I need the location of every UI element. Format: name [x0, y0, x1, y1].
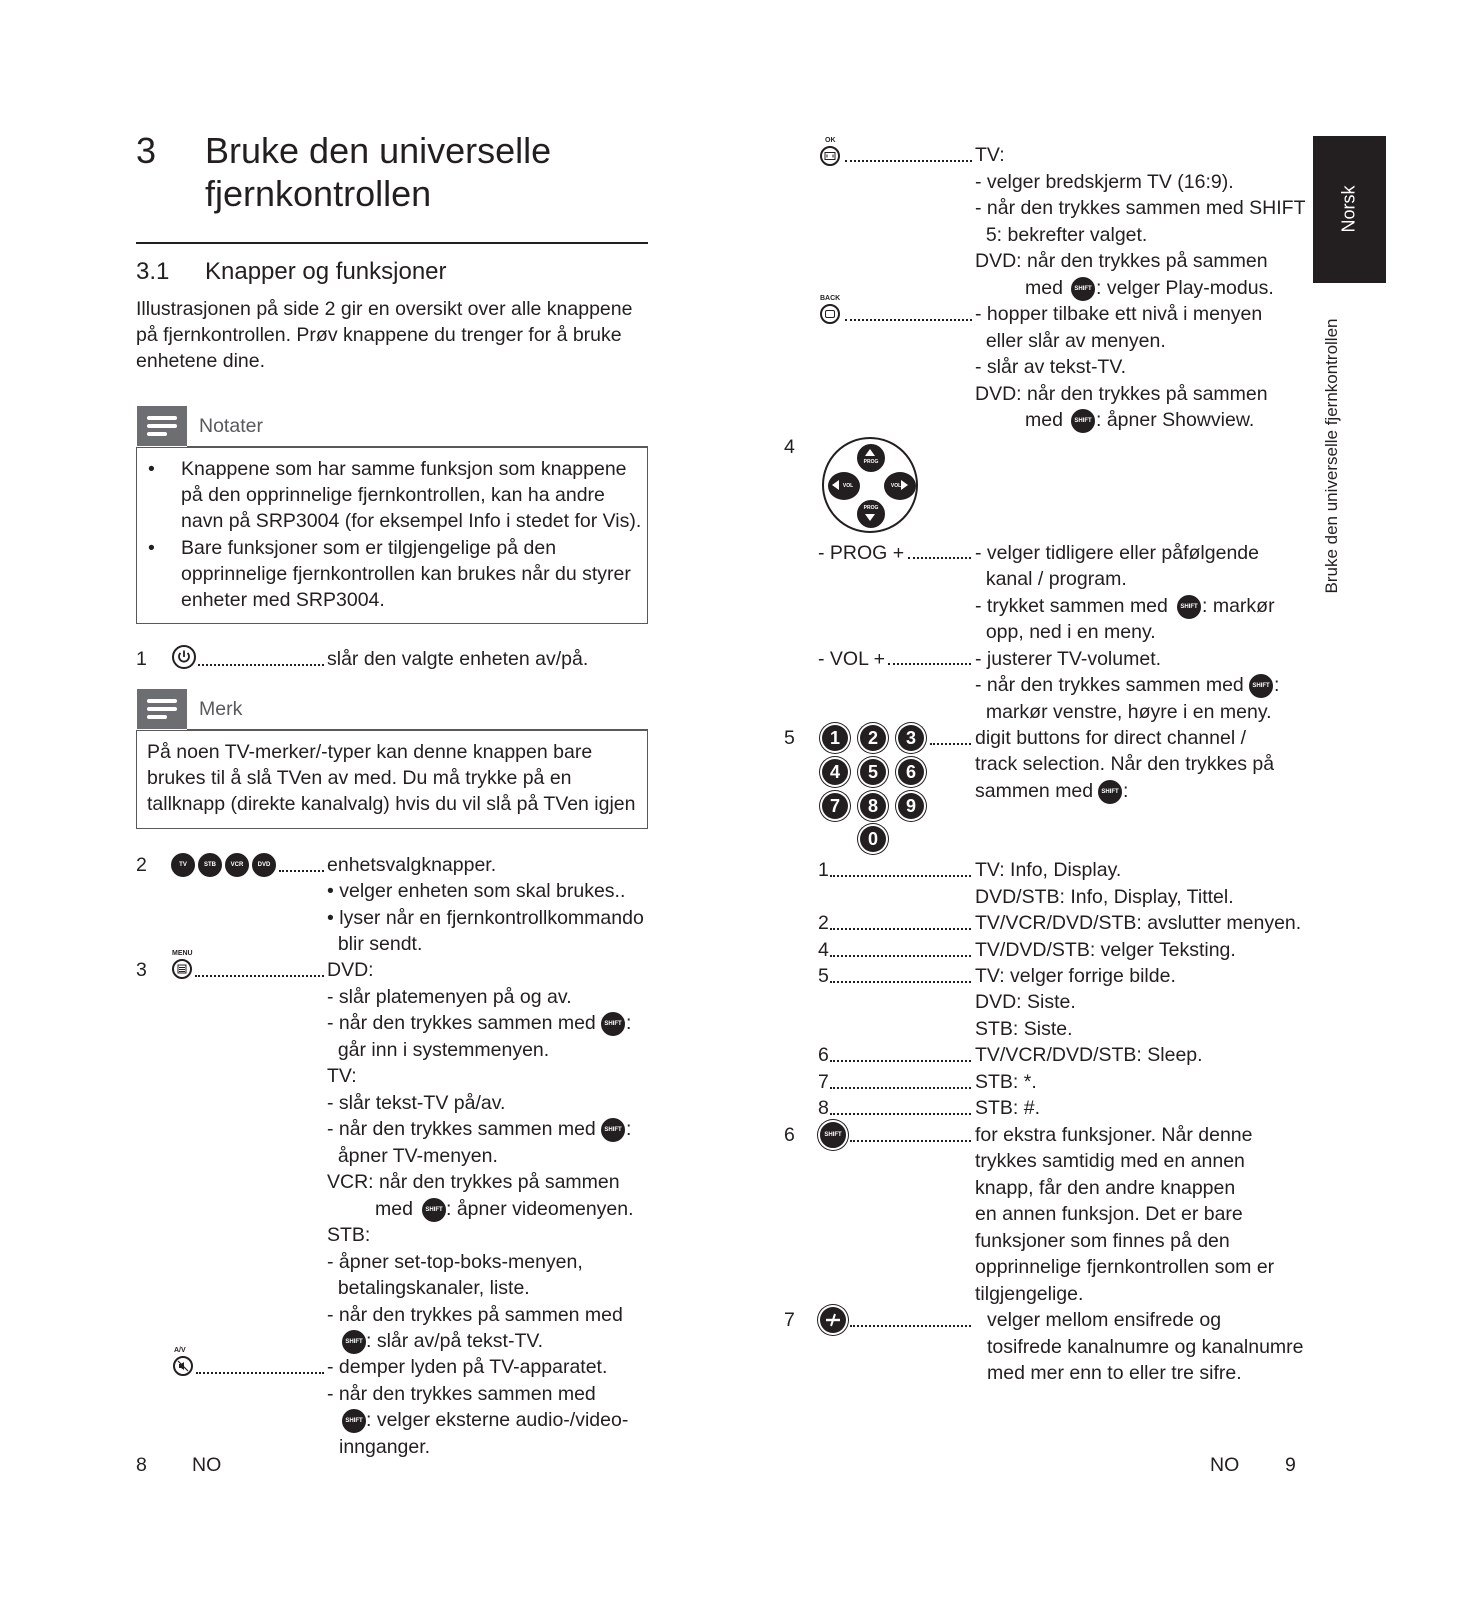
note-line: navn på SRP3004 (for eksempel Info i stedet for Vis). [181, 510, 642, 532]
item-text: - når den trykkes sammen med SHIFT [975, 197, 1306, 219]
prog-up-icon: PROG [857, 444, 885, 472]
note-line: opprinnelige fjernkontrollen kan brukes når du styrer [181, 563, 631, 585]
leader-dots [830, 1113, 971, 1115]
item-text: • velger enheten som skal brukes.. [327, 880, 626, 902]
shift-button-icon: SHIFT [342, 1409, 366, 1433]
item-text: - hopper tilbake ett nivå i menyen [975, 303, 1263, 325]
leader-dots [888, 663, 971, 665]
note-title: Merk [199, 698, 243, 720]
leader-dots [850, 1325, 971, 1327]
item-text: • lyser når en fjernkontrollkommando [327, 907, 644, 929]
note-line: på den opprinnelige fjernkontrollen, kan ha andre [181, 484, 605, 506]
page-number: 9 [1285, 1454, 1296, 1476]
item-text: - når den trykkes sammen med [327, 1118, 596, 1140]
vol-up-icon: VOL [884, 472, 916, 500]
shift-button-icon: SHIFT [342, 1330, 366, 1354]
note-line: tallknapp (direkte kanalvalg) hvis du vil slå på TVen igjen [147, 793, 636, 815]
back-icon [820, 304, 840, 324]
note-title: Notater [199, 415, 263, 437]
item-text: - velger tidligere eller påfølgende [975, 542, 1259, 564]
colon: : [1123, 780, 1129, 802]
item-text: - åpner set-top-boks-menyen, [327, 1251, 583, 1273]
note-line: Bare funksjoner som er tilgjengelige på den [181, 537, 557, 559]
item-text: digit buttons for direct channel / [975, 727, 1246, 749]
digit-7-button-icon: 7 [822, 793, 848, 819]
item-text: trykkes samtidig med en annen [975, 1150, 1245, 1172]
leader-dots [830, 928, 971, 930]
item-number: 7 [784, 1309, 795, 1331]
vol-down-icon: VOL [828, 472, 860, 500]
item-text: innganger. [339, 1436, 431, 1458]
item-text: : velger eksterne audio-/video- [366, 1409, 629, 1431]
language-tab-label: Norsk [1338, 185, 1359, 233]
item-text: STB: *. [975, 1071, 1037, 1093]
item-text: STB: Siste. [975, 1018, 1073, 1040]
shift-key: 7 [818, 1071, 829, 1093]
leader-dots [930, 743, 971, 745]
page-number: 8 [136, 1454, 147, 1476]
leader-dots [198, 664, 324, 666]
bullet: • [148, 458, 155, 480]
item-text: - når den trykkes sammen med [975, 674, 1244, 696]
shift-button-icon: SHIFT [1177, 595, 1201, 619]
item-text: - når den trykkes sammen med [327, 1383, 596, 1405]
shift-key: 6 [818, 1044, 829, 1066]
item-text: kanal / program. [975, 568, 1127, 590]
item-text: STB: [327, 1224, 371, 1246]
leader-dots [850, 1140, 971, 1142]
note-line: Knappene som har samme funksjon som knappene [181, 458, 627, 480]
item-text: DVD: når den trykkes på sammen [975, 250, 1268, 272]
item-text: 5: bekrefter valget. [975, 224, 1148, 246]
item-text: med [375, 1198, 413, 1220]
leader-dots [830, 981, 971, 983]
page-language: NO [192, 1454, 222, 1476]
colon: : [626, 1012, 632, 1034]
prog-label: - PROG + [818, 542, 905, 564]
digit-8-button-icon: 8 [860, 793, 886, 819]
item-text: opp, ned i en meny. [975, 621, 1156, 643]
item-text: velger mellom ensifrede og [987, 1309, 1222, 1331]
item-text: DVD/STB: Info, Display, Tittel. [975, 886, 1234, 908]
digit-4-button-icon: 4 [822, 759, 848, 785]
note-icon [137, 689, 187, 729]
item-text: - demper lyden på TV-apparatet. [327, 1356, 608, 1378]
back-label: BACK [820, 295, 841, 302]
item-number: 6 [784, 1124, 795, 1146]
digit-2-button-icon: 2 [860, 725, 886, 751]
item-text: DVD: Siste. [975, 991, 1076, 1013]
shift-key: 4 [818, 939, 829, 961]
item-text: TV: [327, 1065, 357, 1087]
mute-icon [173, 1356, 193, 1376]
item-text: - trykket sammen med [975, 595, 1168, 617]
item-text: - når den trykkes sammen med [327, 1012, 596, 1034]
item-text: tosifrede kanalnumre og kanalnumre [987, 1336, 1304, 1358]
item-number: 1 [136, 648, 147, 670]
vcr-button-icon: VCR [225, 853, 249, 877]
intro-line: Illustrasjonen på side 2 gir en oversikt over alle knappene [136, 298, 633, 320]
item-text: knapp, får den andre knappen [975, 1177, 1236, 1199]
section-number: 3.1 [136, 258, 170, 285]
note-line: På noen TV-merker/-typer kan denne knappen bare [147, 741, 593, 763]
item-text: STB: #. [975, 1097, 1041, 1119]
dpad-icon [822, 437, 918, 533]
leader-dots [195, 975, 324, 977]
item-text: TV/VCR/DVD/STB: avslutter menyen. [975, 912, 1302, 934]
colon: : [1274, 674, 1280, 696]
item-text: DVD: [327, 959, 374, 981]
shift-button-icon: SHIFT [1071, 409, 1095, 433]
chapter-title-line2: fjernkontrollen [205, 173, 432, 214]
leader-dots [830, 875, 971, 877]
shift-button-icon: SHIFT [422, 1198, 446, 1222]
item-text: : åpner videomenyen. [446, 1198, 634, 1220]
chapter-number: 3 [136, 130, 157, 171]
shift-key: 8 [818, 1097, 829, 1119]
item-text: : slår av/på tekst-TV. [366, 1330, 544, 1352]
item-text: TV/VCR/DVD/STB: Sleep. [975, 1044, 1203, 1066]
av-label: A/V [174, 1347, 186, 1354]
item-text: - slår av tekst-TV. [975, 356, 1126, 378]
digit-6-button-icon: 6 [898, 759, 924, 785]
leader-dots [830, 1087, 971, 1089]
item-text: for ekstra funksjoner. Når denne [975, 1124, 1253, 1146]
item-text: enhetsvalgknapper. [327, 854, 497, 876]
item-text: med [1025, 409, 1063, 431]
item-text: går inn i systemmenyen. [327, 1039, 550, 1061]
item-text: track selection. Når den trykkes på [975, 753, 1275, 775]
leader-dots [279, 870, 324, 872]
menu-icon [172, 959, 192, 979]
item-text: - slår tekst-TV på/av. [327, 1092, 506, 1114]
shift-button-icon: SHIFT [601, 1012, 625, 1036]
item-text: TV: [975, 144, 1005, 166]
intro-line: på fjernkontrollen. Prøv knappene du trenger for å bruke [136, 324, 622, 346]
item-text: med [1025, 277, 1063, 299]
tv-button-icon: TV [171, 853, 195, 877]
shift-button-icon: SHIFT [1098, 780, 1122, 804]
item-text: TV: Info, Display. [975, 859, 1122, 881]
digit-0-button-icon: 0 [860, 826, 886, 852]
digit-entry-icon [820, 1307, 846, 1333]
digit-9-button-icon: 9 [898, 793, 924, 819]
note-icon [137, 406, 187, 446]
stb-button-icon: STB [198, 853, 222, 877]
item-text: funksjoner som finnes på den [975, 1230, 1230, 1252]
note-line: enheter med SRP3004. [181, 589, 385, 611]
item-text: åpner TV-menyen. [327, 1145, 498, 1167]
leader-dots [845, 319, 972, 321]
item-text: VCR: når den trykkes på sammen [327, 1171, 620, 1193]
item-text: : markør [1202, 595, 1275, 617]
bullet: • [148, 537, 155, 559]
chapter-rule [136, 242, 648, 244]
leader-dots [830, 955, 971, 957]
format-icon [820, 146, 840, 166]
shift-key: 5 [818, 965, 829, 987]
shift-key: 1 [818, 859, 829, 881]
shift-button-icon: SHIFT [1071, 277, 1095, 301]
digit-1-button-icon: 1 [822, 725, 848, 751]
item-text: opprinnelige fjernkontrollen som er [975, 1256, 1275, 1278]
item-text: - slår platemenyen på og av. [327, 986, 572, 1008]
item-text: TV: velger forrige bilde. [975, 965, 1176, 987]
leader-dots [196, 1372, 324, 1374]
prog-down-icon: PROG [857, 500, 885, 528]
leader-dots [845, 160, 972, 162]
item-text: : velger Play-modus. [1096, 277, 1274, 299]
item-text: tilgjengelige. [975, 1283, 1084, 1305]
item-text: en annen funksjon. Det er bare [975, 1203, 1243, 1225]
shift-key: 2 [818, 912, 829, 934]
note-line: brukes til å slå TVen av med. Du må trykke på en [147, 767, 572, 789]
item-number: 4 [784, 436, 795, 458]
ok-label: OK [825, 137, 836, 144]
item-number: 5 [784, 727, 795, 749]
item-text: betalingskanaler, liste. [327, 1277, 530, 1299]
page-language: NO [1210, 1454, 1240, 1476]
menu-label: MENU [172, 950, 193, 957]
section-title: Knapper og funksjoner [205, 258, 447, 285]
colon: : [626, 1118, 632, 1140]
power-icon [172, 645, 196, 669]
item-text: TV/DVD/STB: velger Teksting. [975, 939, 1236, 961]
item-text: - velger bredskjerm TV (16:9). [975, 171, 1234, 193]
item-text: eller slår av menyen. [975, 330, 1166, 352]
digit-3-button-icon: 3 [898, 725, 924, 751]
item-text: blir sendt. [327, 933, 423, 955]
chapter-title-line1: Bruke den universelle [205, 130, 552, 171]
item-text: - justerer TV-volumet. [975, 648, 1162, 670]
dvd-button-icon: DVD [252, 853, 276, 877]
leader-dots [908, 557, 971, 559]
intro-line: enhetene dine. [136, 350, 266, 372]
shift-button-icon: SHIFT [601, 1118, 625, 1142]
shift-button-icon: SHIFT [820, 1122, 846, 1148]
leader-dots [830, 1060, 971, 1062]
item-text: : åpner Showview. [1096, 409, 1255, 431]
shift-button-icon: SHIFT [1249, 674, 1273, 698]
item-number: 3 [136, 959, 147, 981]
item-text: med mer enn to eller tre sifre. [987, 1362, 1242, 1384]
item-text: - når den trykkes på sammen med [327, 1304, 623, 1326]
item-text: markør venstre, høyre i en meny. [975, 701, 1272, 723]
item-number: 2 [136, 854, 147, 876]
digit-5-button-icon: 5 [860, 759, 886, 785]
item-text: slår den valgte enheten av/på. [327, 648, 589, 670]
vol-label: - VOL + [818, 648, 886, 670]
running-header: Bruke den universelle fjernkontrollen [1322, 318, 1341, 594]
note-header-bar [187, 689, 648, 730]
item-text: DVD: når den trykkes på sammen [975, 383, 1268, 405]
item-text: sammen med [975, 780, 1094, 802]
